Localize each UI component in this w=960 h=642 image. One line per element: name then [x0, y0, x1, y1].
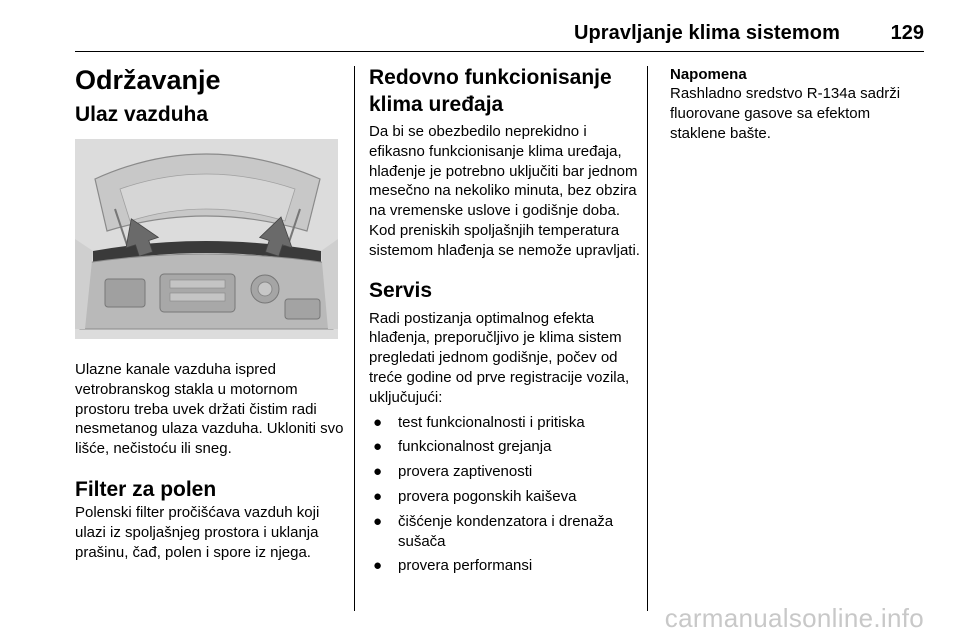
list-item: ● čišćenje kondenzatora i drenaža sušača	[373, 512, 614, 550]
column-3	[670, 60, 930, 143]
bullet-icon: ●	[373, 557, 383, 575]
air-intake-text: Ulazne kanale vazduha ispred vetrobranskog stakla u motornom prostoru treba uvek držati čistim radi nesmetanog ulaza vazduha. Ukloniti svo lišće, nečistoću ili sneg.	[75, 361, 344, 458]
list-item: ● provera zaptivenosti	[373, 463, 533, 481]
section-title-regular-operation: Redovno funkcionisanje klima uređaja	[369, 66, 612, 116]
page-number: 129	[890, 22, 924, 44]
bullet-icon: ●	[373, 463, 383, 481]
section-title-pollen-filter: Filter za polen	[75, 477, 217, 501]
column-2	[369, 60, 641, 576]
column-divider-2	[647, 66, 648, 611]
regular-operation-text: Da bi se obezbedilo neprekidno i efikasno funkcionisanje klima uređaja, hlađenje je potrebno uključiti bar jednom mesečno na nekoliko minuta, bez obzira na vremenske uslove i godišnje doba. Kod preniskih spoljašnjih temperatura sistemom hlađenja se nemože upravljati.	[369, 123, 640, 259]
list-item: ● provera pogonskih kaiševa	[373, 487, 577, 505]
list-item: ● test funkcionalnosti i pritiska	[373, 413, 585, 431]
note-text: Rashladno sredstvo R-134a sadrži fluorovane gasove sa efektom staklene bašte.	[670, 85, 901, 142]
column-divider-1	[354, 66, 355, 611]
bullet-icon: ●	[373, 512, 383, 530]
engine-bay-figure	[75, 139, 338, 339]
service-text: Radi postizanja optimalnog efekta hlađenja, preporučljivo je klima sistem pregledati jednom godišnje, počev od treće godine od prve registracije vozila, uključujući:	[369, 309, 630, 406]
header-title: Upravljanje klima sistemom	[573, 22, 840, 44]
bullet-icon: ●	[373, 413, 383, 431]
watermark: carmanualsonline.info	[664, 603, 924, 633]
service-checklist	[369, 413, 641, 577]
chapter-title: Održavanje	[75, 65, 221, 95]
list-item: ● funkcionalnost grejanja	[373, 438, 552, 456]
header-rule	[75, 51, 924, 52]
column-1	[75, 60, 345, 562]
bullet-icon: ●	[373, 487, 383, 505]
note-title: Napomena	[670, 66, 747, 83]
pollen-filter-text: Polenski filter pročišćava vazduh koji ulazi iz spoljašnjeg prostora i uklanja prašinu, čađ, polen i spore iz njega.	[75, 503, 320, 561]
section-title-air-intake: Ulaz vazduha	[75, 103, 209, 126]
list-item: ● provera performansi	[373, 557, 533, 575]
bullet-icon: ●	[373, 438, 383, 456]
section-title-service: Servis	[369, 278, 433, 302]
